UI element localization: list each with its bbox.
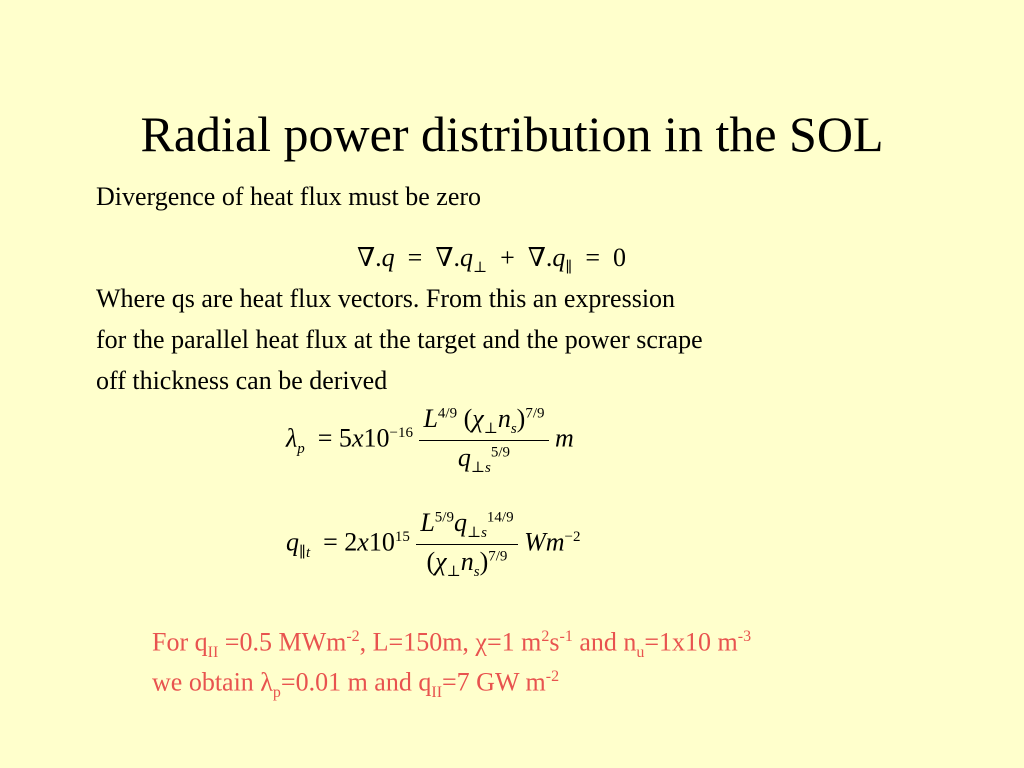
divergence-equation: $\nabla.q = \nabla.q_\perp + \nabla.q_\parallel = 0$ xyxy=(357,243,627,277)
heat-flux-fraction: $\frac{L^{5/9}q_{\perp s}^{14/9}}{(\chi_\perp n_s)^{7/9}}$ xyxy=(416,508,517,581)
explanation-paragraph xyxy=(96,278,703,401)
paragraph-line: for the parallel heat flux at the target and the power scrape xyxy=(96,325,703,354)
lambda-fraction: $\frac{L^{4/9} (\chi_\perp n_s)^{7/9}}{q_{\perp s}^{5/9}}$ xyxy=(419,404,548,477)
nabla-symbol: ∇ xyxy=(357,243,376,272)
result-line-1: For $q_{II} =0.5$ MWm$^{-2}$, L=150m, χ=1 $m^2s^{-1}$ and $n_u=1x10$ $m^{-3}$ xyxy=(152,627,752,661)
intro-text: Divergence of heat flux must be zero xyxy=(96,182,482,211)
target-heat-flux-equation: $q_{\parallel t} = 2x10^{15}$ $\frac{L^{5/9}q_{\perp s}^{14/9}}{(\chi_\perp n_s)^{7/9}}$ $Wm^{-2}$ xyxy=(286,508,581,581)
paragraph-line: off thickness can be derived xyxy=(96,366,388,395)
paragraph-line: Where qs are heat flux vectors. From this an expression xyxy=(96,284,676,313)
result-line-2: we obtain $\lambda_p=0.01$ m and $q_{II}=7$ GW $m^{-2}$ xyxy=(152,667,560,701)
lambda-equation: $\lambda_p = 5x10^{-16}$ $\frac{L^{4/9} (\chi_\perp n_s)^{7/9}}{q_{\perp s}^{5/9}}$ m xyxy=(286,404,574,477)
slide-title: Radial power distribution in the SOL xyxy=(140,106,884,162)
